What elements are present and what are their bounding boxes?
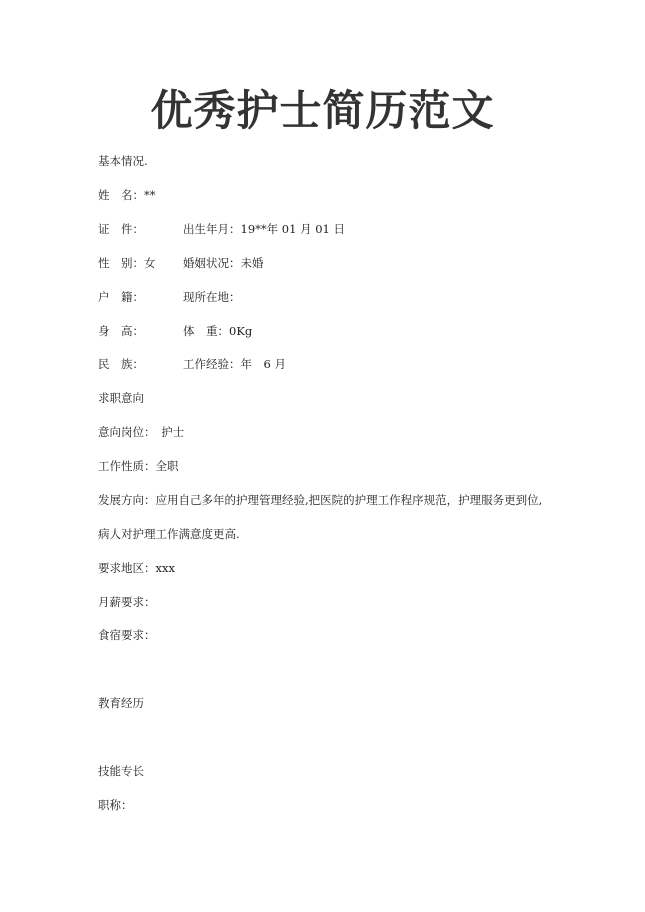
weight-field: 体 重：0Kg <box>183 324 253 338</box>
professional-title-field: 职称： <box>98 798 133 812</box>
gender-field: 性 别：女 <box>98 256 156 270</box>
marital-status-field: 婚姻状况：未婚 <box>183 256 264 270</box>
document-title: 优秀护士简历范文 <box>150 86 495 135</box>
desired-region-field: 要求地区：xxx <box>98 561 175 575</box>
basic-info-heading: 基本情况. <box>98 154 148 168</box>
salary-requirement-field: 月薪要求： <box>98 595 156 609</box>
job-intention-heading: 求职意向 <box>98 391 144 405</box>
job-nature-field: 工作性质：全职 <box>98 459 179 473</box>
work-experience-field: 工作经验：年 6 月 <box>183 357 286 371</box>
ethnicity-field: 民 族： <box>98 357 144 371</box>
residence-field: 现所在地： <box>183 290 241 304</box>
hukou-field: 户 籍： <box>98 290 144 304</box>
height-field: 身 高： <box>98 324 144 338</box>
education-heading: 教育经历 <box>98 696 144 710</box>
lodging-requirement-field: 食宿要求： <box>98 628 156 642</box>
career-direction-line-2: 病人对护理工作满意度更高. <box>98 527 240 541</box>
career-direction-line-1: 发展方向：应用自己多年的护理管理经验,把医院的护理工作程序规范，护理服务更到位, <box>98 493 543 507</box>
target-position-field: 意向岗位： 护士 <box>98 425 185 439</box>
skills-heading: 技能专长 <box>98 764 144 778</box>
birth-date-field: 出生年月：19**年 01 月 01 日 <box>183 222 346 236</box>
id-field: 证 件： <box>98 222 144 236</box>
name-field: 姓 名：** <box>98 188 156 202</box>
